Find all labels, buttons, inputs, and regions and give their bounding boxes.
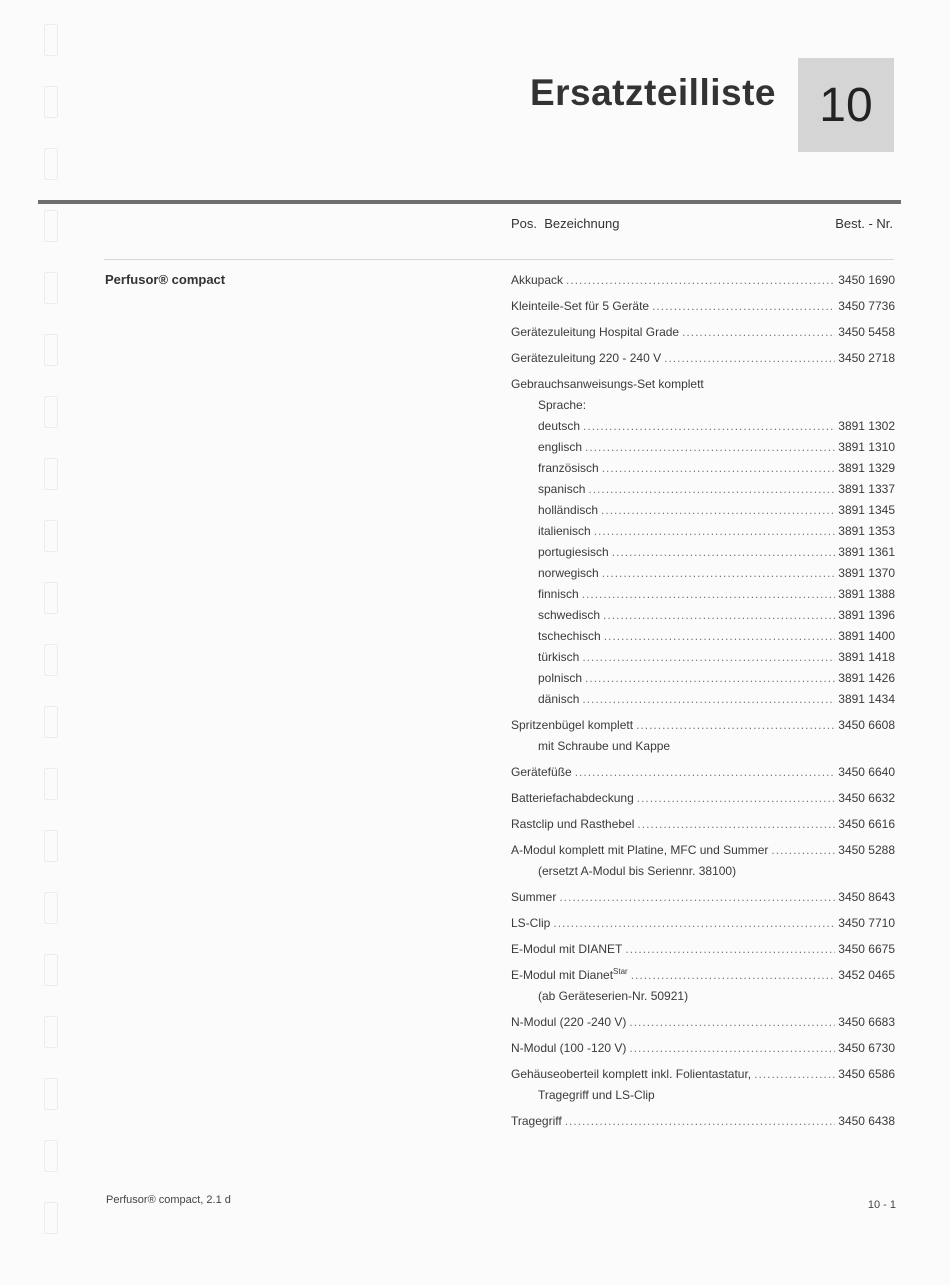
part-name: Rastclip und Rasthebel — [511, 817, 635, 831]
dot-leader — [583, 416, 835, 437]
footer-document-id: Perfusor® compact, 2.1 d — [106, 1194, 231, 1206]
dot-leader — [566, 270, 835, 291]
part-name: Summer — [511, 890, 557, 904]
order-number: 3450 5288 — [838, 843, 895, 857]
part-row — [511, 1111, 895, 1132]
chapter-number: 10 — [798, 58, 894, 152]
dot-leader — [629, 1038, 835, 1059]
parts-list — [511, 270, 895, 1132]
footer-page-number: 10 - 1 — [867, 1199, 896, 1211]
part-row — [511, 668, 895, 689]
part-row — [511, 1064, 895, 1085]
page-title: Ersatzteilliste — [529, 72, 776, 113]
part-row — [511, 458, 895, 479]
part-name: spanisch — [538, 482, 586, 496]
name-label: Bezeichnung — [544, 216, 620, 231]
part-name: Spritzenbügel komplett — [511, 718, 634, 732]
part-row — [511, 647, 895, 668]
part-name: Gerätezuleitung Hospital Grade — [511, 325, 680, 339]
part-name: E-Modul mit Dianet$^{Star}$ — [511, 967, 628, 982]
part-name: Tragegriff — [511, 1114, 562, 1128]
part-name: N-Modul (220 -240 V) — [511, 1015, 627, 1029]
order-number: 3891 1370 — [838, 566, 895, 580]
order-number: 3891 1400 — [838, 629, 895, 643]
dot-leader — [601, 500, 835, 521]
dot-leader — [594, 521, 836, 542]
order-number: 3450 6616 — [838, 817, 895, 831]
dot-leader — [664, 348, 835, 369]
part-name: tschechisch — [538, 629, 601, 643]
part-row — [511, 437, 895, 458]
order-number: 3450 6675 — [838, 942, 895, 956]
order-number: 3450 6608 — [838, 718, 895, 732]
part-row — [511, 1085, 895, 1106]
order-number: 3891 1434 — [838, 692, 895, 706]
order-number: 3450 5458 — [838, 325, 895, 339]
part-name: dänisch — [538, 692, 580, 706]
dot-leader — [604, 626, 836, 647]
dot-leader — [636, 715, 835, 736]
part-name: finnisch — [538, 587, 579, 601]
order-number: 3450 6640 — [838, 765, 895, 779]
part-row — [511, 986, 895, 1007]
dot-leader — [637, 788, 836, 809]
part-name: norwegisch — [538, 566, 599, 580]
dot-leader — [631, 965, 836, 986]
part-row — [511, 736, 895, 757]
part-name: N-Modul (100 -120 V) — [511, 1041, 627, 1055]
part-row — [511, 563, 895, 584]
part-row — [511, 605, 895, 626]
part-row — [511, 840, 895, 861]
part-name: Gehäuseoberteil komplett inkl. Folientastatur, — [511, 1067, 752, 1081]
dot-leader — [585, 668, 835, 689]
part-row — [511, 416, 895, 437]
dot-leader — [612, 542, 836, 563]
part-row — [511, 542, 895, 563]
order-number: 3891 1418 — [838, 650, 895, 664]
dot-leader — [602, 458, 836, 479]
header-divider — [104, 259, 894, 260]
part-name: A-Modul komplett mit Platine, MFC und Summer — [511, 843, 769, 857]
order-number: 3891 1361 — [838, 545, 895, 559]
part-name: Akkupack — [511, 273, 564, 287]
dot-leader — [559, 887, 835, 908]
part-row — [511, 965, 895, 986]
dot-leader — [582, 584, 836, 605]
order-number: 3450 6683 — [838, 1015, 895, 1029]
dot-leader — [582, 689, 835, 710]
part-row — [511, 270, 895, 291]
part-row — [511, 521, 895, 542]
part-name: deutsch — [538, 419, 581, 433]
order-number: 3450 2718 — [838, 351, 895, 365]
part-name: mit Schraube und Kappe — [538, 739, 671, 753]
dot-leader — [629, 1012, 835, 1033]
part-name: englisch — [538, 440, 583, 454]
part-name: Batteriefachabdeckung — [511, 791, 634, 805]
dot-leader — [603, 605, 835, 626]
part-row — [511, 887, 895, 908]
part-row — [511, 1038, 895, 1059]
order-number: 3450 6730 — [838, 1041, 895, 1055]
order-number: 3450 7710 — [838, 916, 895, 930]
section-label: Perfusor® compact — [105, 272, 226, 287]
part-row — [511, 715, 895, 736]
order-number: 3450 6438 — [838, 1114, 895, 1128]
order-number: 3891 1329 — [838, 461, 895, 475]
part-row — [511, 913, 895, 934]
pos-label: Pos. — [511, 216, 538, 231]
order-number: 3891 1388 — [838, 587, 895, 601]
part-name: Gerätezuleitung 220 - 240 V — [511, 351, 662, 365]
dot-leader — [553, 913, 835, 934]
part-row — [511, 788, 895, 809]
order-number: 3891 1345 — [838, 503, 895, 517]
part-name: portugiesisch — [538, 545, 609, 559]
order-number-header: Best. - Nr. — [835, 216, 893, 231]
part-name: Sprache: — [538, 398, 587, 412]
binder-margin — [44, 0, 58, 1285]
order-number: 3450 7736 — [838, 299, 895, 313]
part-name: Gebrauchsanweisungs-Set komplett — [511, 377, 704, 391]
part-name: (ab Geräteserien-Nr. 50921) — [538, 989, 689, 1003]
part-row — [511, 626, 895, 647]
dot-leader — [754, 1064, 835, 1085]
part-name: holländisch — [538, 503, 599, 517]
part-row — [511, 814, 895, 835]
dot-leader — [682, 322, 835, 343]
order-number: 3891 1396 — [838, 608, 895, 622]
part-row — [511, 395, 895, 416]
dot-leader — [771, 840, 835, 861]
dot-leader — [575, 762, 836, 783]
order-number: 3891 1426 — [838, 671, 895, 685]
dot-leader — [582, 647, 835, 668]
part-row — [511, 296, 895, 317]
part-name: französisch — [538, 461, 599, 475]
order-number: 3891 1337 — [838, 482, 895, 496]
part-row — [511, 348, 895, 369]
part-name: italienisch — [538, 524, 591, 538]
part-name: Gerätefüße — [511, 765, 572, 779]
order-number: 3891 1310 — [838, 440, 895, 454]
dot-leader — [637, 814, 835, 835]
part-name: schwedisch — [538, 608, 601, 622]
part-row — [511, 861, 895, 882]
order-number: 3891 1353 — [838, 524, 895, 538]
part-name-superscript: Star — [613, 967, 628, 976]
dot-leader — [565, 1111, 836, 1132]
column-header-left — [511, 216, 619, 231]
part-row — [511, 479, 895, 500]
part-row — [511, 939, 895, 960]
part-row — [511, 1012, 895, 1033]
part-row — [511, 374, 895, 395]
dot-leader — [585, 437, 835, 458]
part-name: E-Modul mit DIANET — [511, 942, 623, 956]
order-number: 3450 1690 — [838, 273, 895, 287]
part-row — [511, 689, 895, 710]
dot-leader — [588, 479, 835, 500]
part-row — [511, 584, 895, 605]
order-number: 3450 6586 — [838, 1067, 895, 1081]
order-number: 3450 6632 — [838, 791, 895, 805]
dot-leader — [625, 939, 835, 960]
dot-leader — [652, 296, 835, 317]
part-row — [511, 500, 895, 521]
dot-leader — [602, 563, 836, 584]
top-divider — [38, 200, 901, 204]
part-name: türkisch — [538, 650, 580, 664]
part-name: Tragegriff und LS-Clip — [538, 1088, 655, 1102]
order-number: 3452 0465 — [838, 968, 895, 982]
part-row — [511, 322, 895, 343]
part-name: Kleinteile-Set für 5 Geräte — [511, 299, 650, 313]
part-row — [511, 762, 895, 783]
order-number: 3450 8643 — [838, 890, 895, 904]
part-name: LS-Clip — [511, 916, 551, 930]
order-number: 3891 1302 — [838, 419, 895, 433]
part-name: (ersetzt A-Modul bis Seriennr. 38100) — [538, 864, 737, 878]
part-name: polnisch — [538, 671, 583, 685]
